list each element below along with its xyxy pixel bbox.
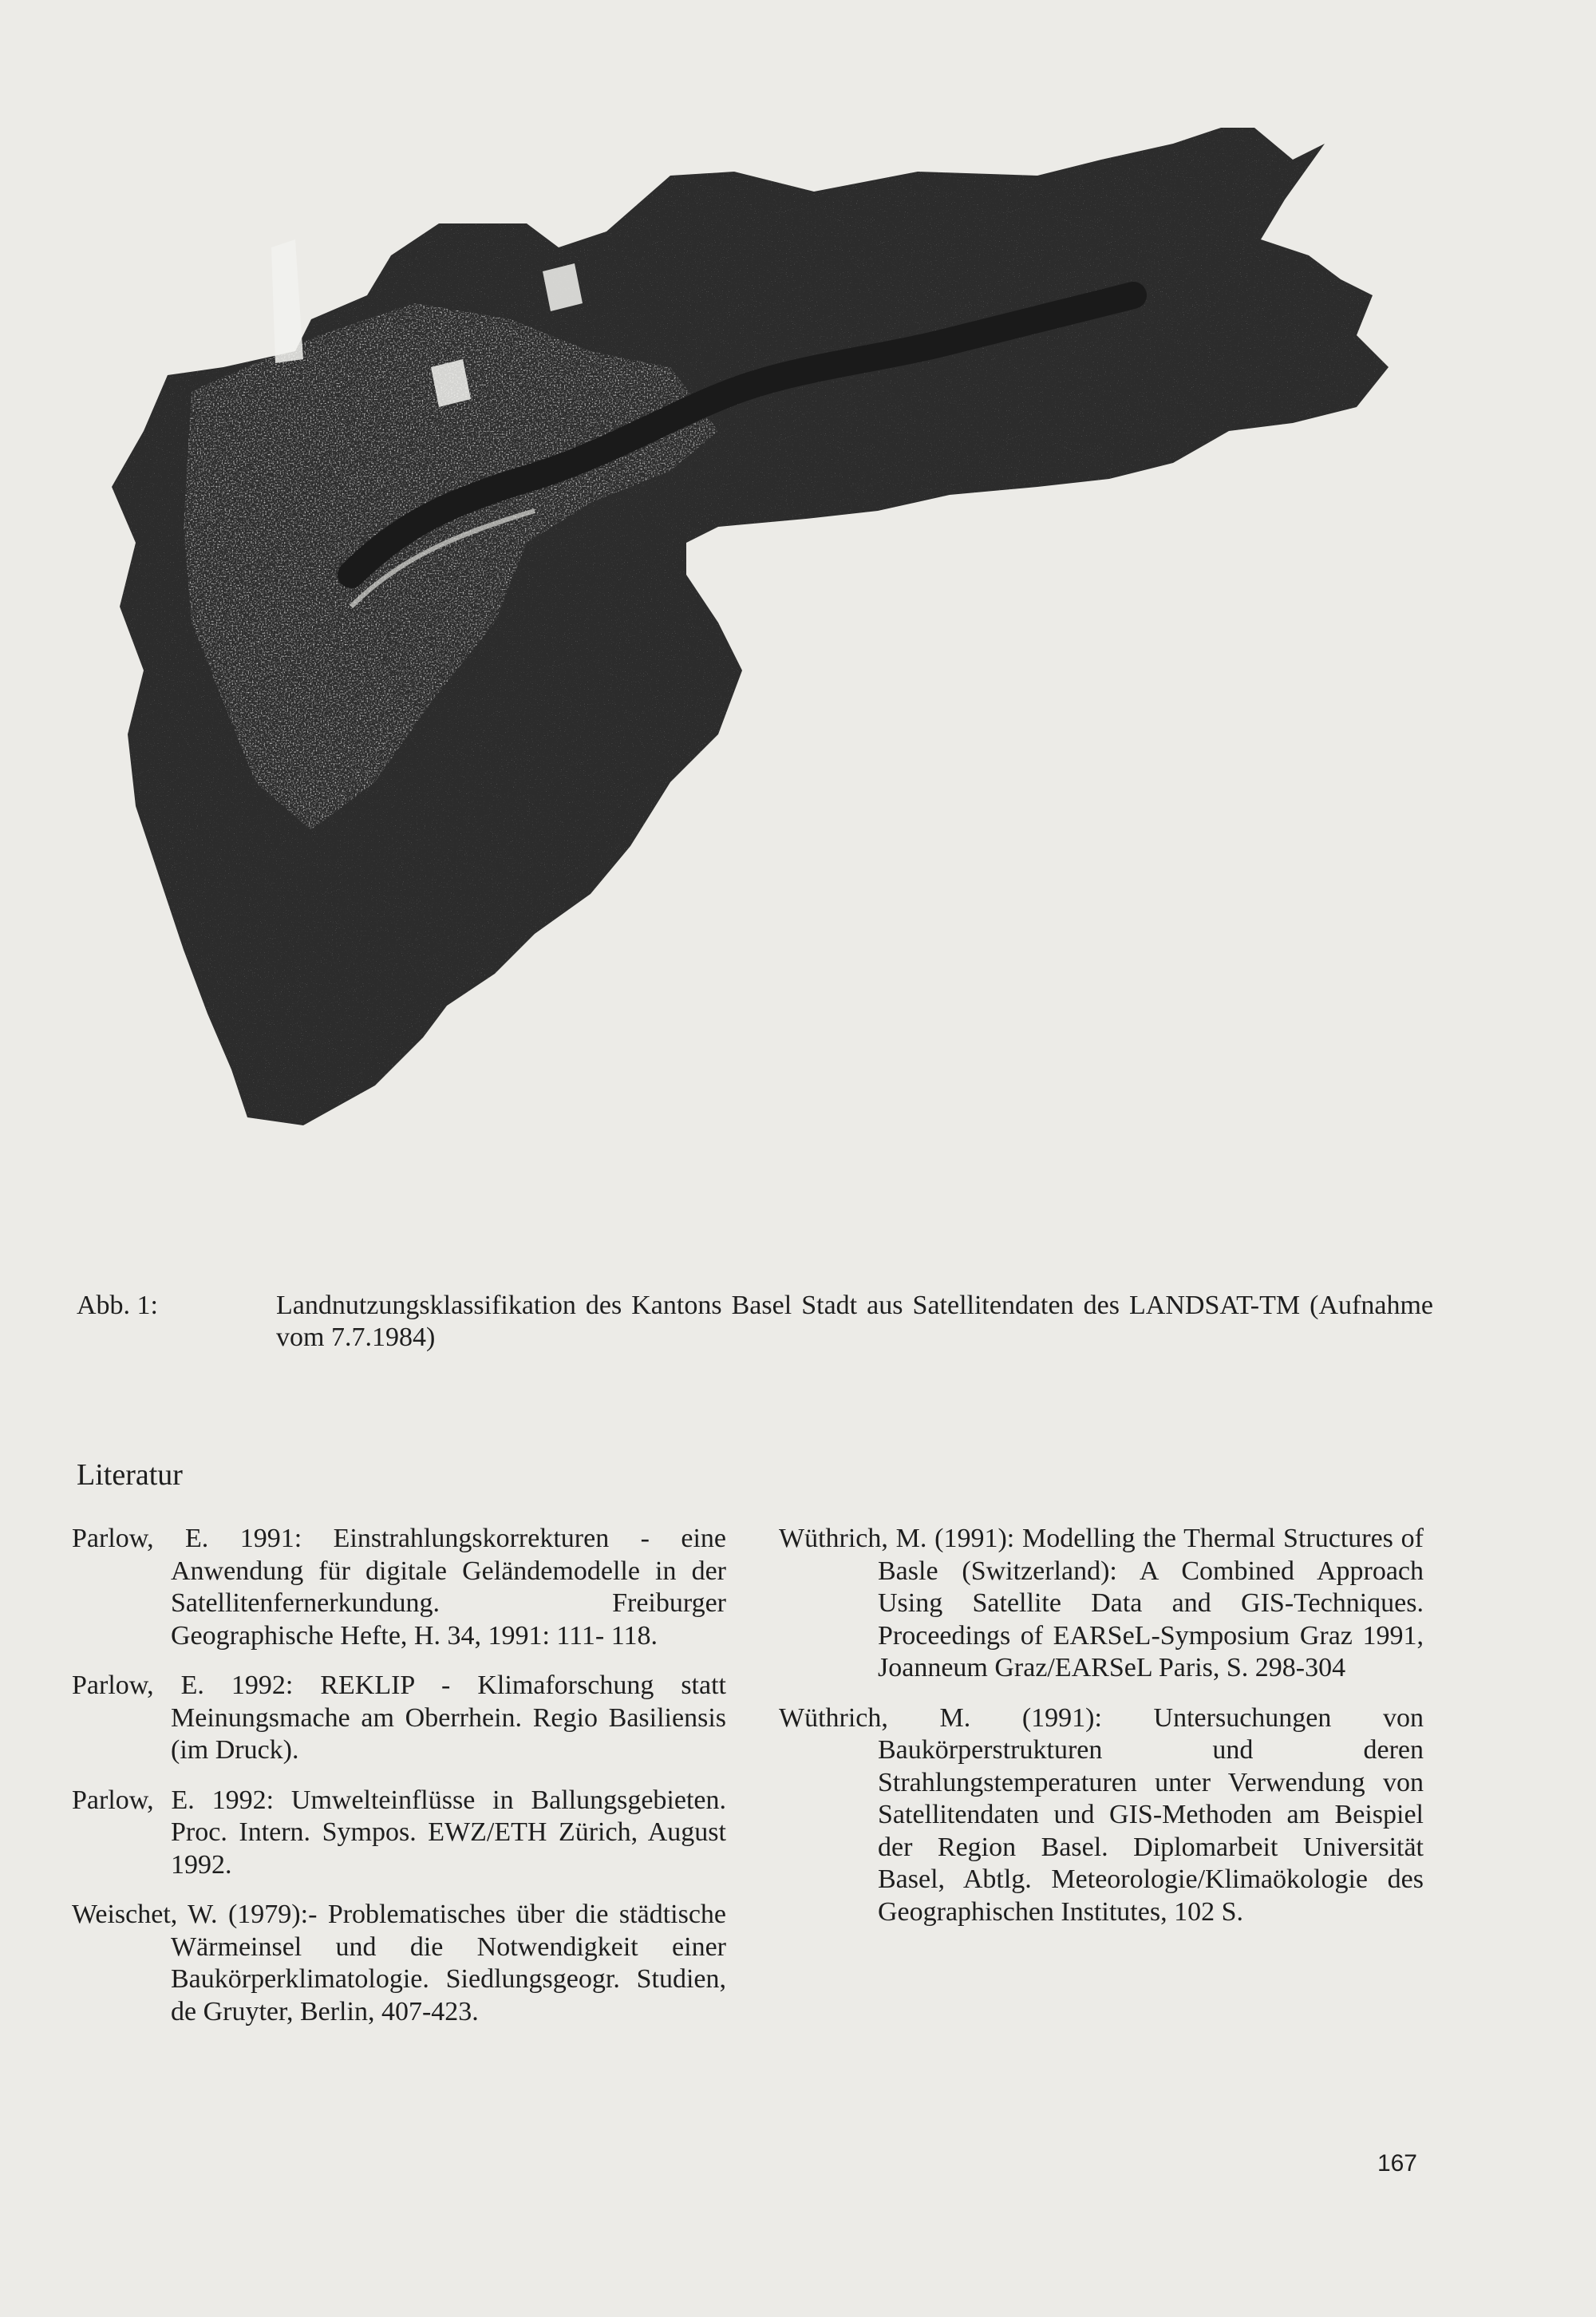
reference-entry: Weischet, W. (1979):- Problematisches über die städtische Wärmeinsel und die Notwendigkeit einer Baukörperklimatologie. Siedlungsgeogr. Studien, de Gruyter, Berlin, 407-423. xyxy=(72,1900,726,2026)
reference-entry: Parlow, E. 1992: REKLIP - Klimaforschung statt Meinungsmache am Oberrhein. Regio Basiliensis (im Druck). xyxy=(72,1671,726,1765)
figure-caption-text: Landnutzungsklassifikation des Kantons Basel Stadt aus Satellitendaten des LANDSAT-TM (Aufnahme vom 7.7.1984) xyxy=(276,1291,1433,1352)
reference-entry: Wüthrich, M. (1991): Untersuchungen von Baukörperstrukturen und deren Strahlungstemperaturen unter Verwendung von Satellitendaten und GIS-Methoden am Beispiel der Region Basel. Diplomarbeit Universität Basel, Abtlg. Meteorologie/Klimaökologie des Geographischen Institutes, 102 S. xyxy=(779,1702,1424,1927)
references-right-column xyxy=(779,1523,1424,1946)
references-heading: Literatur xyxy=(77,1458,183,1492)
figure-label: Abb. 1: xyxy=(77,1291,158,1320)
reference-entry: Parlow, E. 1991: Einstrahlungskorrekturen - eine Anwendung für digitale Geländemodelle in der Satellitenfernerkundung. Freiburger Geographische Hefte, H. 34, 1991: 111- 118. xyxy=(72,1524,726,1651)
map-graphic xyxy=(112,128,1436,1261)
reference-entry: Parlow, E. 1992: Umwelteinflüsse in Ballungsgebieten. Proc. Intern. Sympos. EWZ/ETH Zürich, August 1992. xyxy=(72,1785,726,1880)
land-use-classification-map xyxy=(112,128,1436,1261)
reference-entry: Wüthrich, M. (1991): Modelling the Thermal Structures of Basle (Switzerland): A Combined Approach Using Satellite Data and GIS-Techniques. Proceedings of EARSeL-Symposium Graz 1991, Joanneum Graz/EARSeL Paris, S. 298-304 xyxy=(779,1524,1424,1682)
page-number: 167 xyxy=(1377,2150,1417,2177)
references-left-column xyxy=(72,1523,726,2046)
canton-region xyxy=(112,128,1389,1125)
